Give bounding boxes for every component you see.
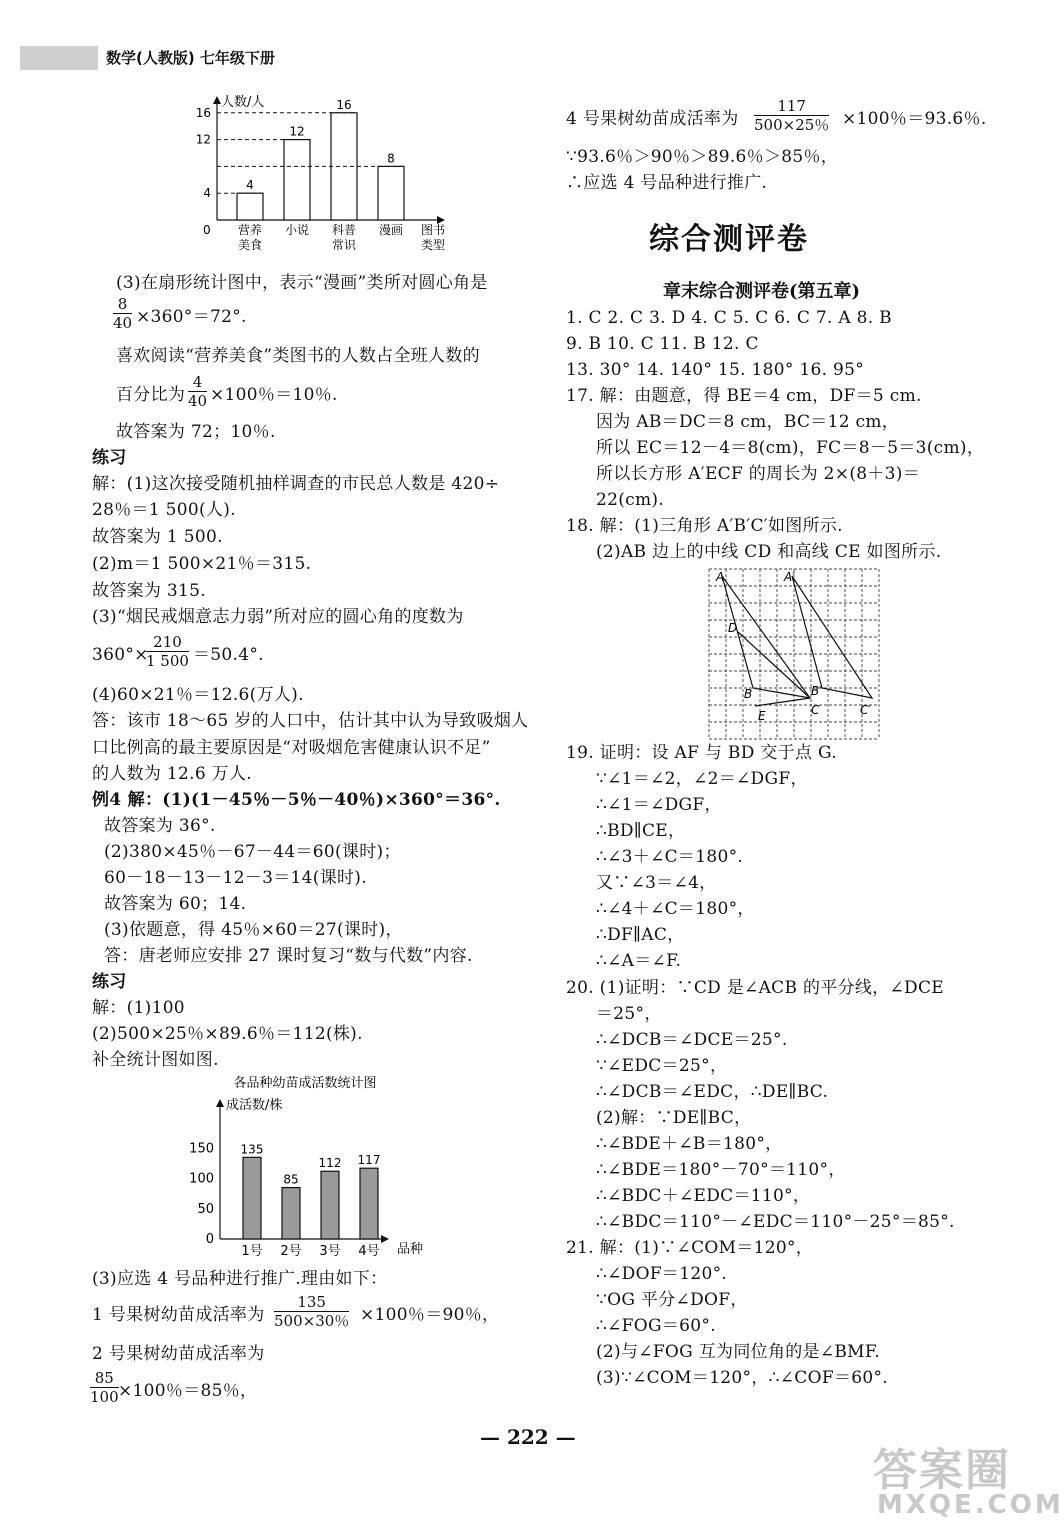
bar: [243, 1157, 261, 1239]
y-tick-label: 150: [189, 1141, 214, 1157]
bar-value-label: 12: [289, 124, 305, 139]
y-tick-label: 100: [189, 1171, 214, 1187]
bar-value-label: 4: [246, 178, 254, 193]
text-line: ∴BD∥CE，: [596, 821, 686, 841]
y-axis-arrow: [213, 96, 221, 104]
fraction: $\frac{85}{100}$: [90, 1369, 119, 1406]
point-label: A′: [784, 570, 795, 584]
fraction: $\frac{8}{40}$: [113, 295, 133, 332]
text-line: 口比例高的最主要原因是“对吸烟危害健康认识不足”: [92, 738, 491, 758]
answer-line: 13. 30° 14. 140° 15. 180° 16. 95°: [566, 360, 865, 380]
x-axis-label: 图书: [421, 223, 446, 237]
y-axis-arrow: [216, 1099, 224, 1107]
chart-title: 各品种幼苗成活数统计图: [233, 1076, 377, 1091]
text-line: (3)∵∠COM＝120°，∴∠COF＝60°.: [596, 1368, 888, 1388]
point-label: B: [744, 687, 753, 701]
point-label: C: [811, 703, 820, 717]
text-line: (3)应选 4 号品种进行推广.理由如下：: [92, 1269, 388, 1289]
chart-reading-types: [195, 90, 455, 268]
grid-triangle-figure: [708, 568, 880, 740]
answer-line: 9. B 10. C 11. B 12. C: [566, 334, 759, 354]
y-tick-label: 16: [195, 105, 211, 120]
section-subtitle: 章末综合测评卷(第五章): [663, 281, 861, 302]
text-line: 22(cm).: [596, 490, 665, 510]
category-label: 1号: [241, 1244, 263, 1259]
text-line: 故答案为 315.: [92, 581, 206, 601]
text-line: 解：(1)100: [92, 998, 185, 1018]
text-line: ∴应选 4 号品种进行推广.: [566, 173, 768, 193]
category-label: 3号: [319, 1244, 341, 1259]
text-line: (2)m＝1 500×21％＝315.: [92, 554, 312, 574]
text-line: ∴∠4＋∠C＝180°，: [596, 899, 755, 919]
category-label: 科普: [331, 223, 357, 237]
text-line: (2)AB 边上的中线 CD 和高线 CE 如图所示.: [596, 542, 942, 562]
text-line: ×360°＝72°.: [136, 307, 247, 327]
section-heading: 练习: [92, 972, 127, 992]
text-line: 所以 EC＝12－4＝8(cm)，FC＝8－5＝3(cm)，: [596, 438, 985, 458]
text-line: 故答案为 60；14.: [104, 894, 247, 914]
text-line: (3)依题意，得 45％×60＝27(课时)，: [104, 920, 403, 940]
y-axis-label: 人数/人: [221, 95, 265, 110]
text-line: ×100％＝85％，: [118, 1381, 258, 1401]
text-line: ＝25°，: [596, 1004, 662, 1024]
bar: [284, 140, 310, 220]
bar-value-label: 85: [283, 1172, 299, 1187]
category-label: 常识: [331, 238, 357, 252]
text-line: ×100％＝93.6％.: [842, 109, 987, 129]
x-axis-label: 品种: [397, 1242, 424, 1257]
text-line: 18. 解：(1)三角形 A′B′C′如图所示.: [566, 516, 843, 536]
text-line: ∴∠1＝∠DGF，: [596, 795, 722, 815]
text-line: 因为 AB＝DC＝8 cm，BC＝12 cm，: [596, 412, 900, 432]
text-line: 又∵∠3＝∠4，: [596, 873, 717, 893]
category-label: 小说: [284, 223, 310, 237]
watermark-url: MXQE.COM: [877, 1490, 1064, 1520]
y-axis-label: 成活数/株: [226, 1098, 283, 1113]
text-line: 60－18－13－12－3＝14(课时).: [104, 868, 367, 888]
text-line: ×100％＝10％.: [210, 385, 338, 405]
text-line: 20. (1)证明：∵CD 是∠ACB 的平分线，∠DCE: [566, 978, 944, 998]
category-label: 漫画: [378, 223, 404, 237]
text-line: ∴∠FOG＝60°.: [596, 1316, 716, 1336]
text-line: ∵OG 平分∠DOF，: [596, 1290, 748, 1310]
text-line: ∴∠BDC＝110°－∠EDC＝110°－25°＝85°.: [596, 1212, 955, 1232]
text-line: 4 号果树幼苗成活率为: [566, 109, 739, 129]
text-line: ∴∠3＋∠C＝180°.: [596, 847, 744, 867]
text-line: 2 号果树幼苗成活率为: [92, 1344, 265, 1364]
text-line: ∵∠EDC＝25°，: [596, 1056, 728, 1076]
category-label: 2号: [280, 1244, 302, 1259]
text-line: 19. 证明：设 AF 与 BD 交于点 G.: [566, 743, 837, 763]
bar-value-label: 16: [336, 97, 352, 112]
text-line: 补全统计图如图.: [92, 1050, 219, 1070]
header-decor-bar: [20, 46, 98, 70]
fraction: $\frac{117}{500\times 25\%}$: [754, 97, 830, 134]
text-line: ∴∠DOF＝120°.: [596, 1264, 728, 1284]
y-tick-label: 0: [205, 1232, 214, 1247]
fraction: $\frac{4}{40}$: [188, 373, 208, 410]
text-line: 故答案为 72；10％.: [116, 422, 276, 442]
bar-value-label: 117: [357, 1153, 381, 1168]
text-line: ∴∠DCB＝∠EDC，∴DE∥BC.: [596, 1082, 829, 1102]
point-label: A: [716, 570, 725, 584]
text-line: 21. 解：(1)∵∠COM＝120°，: [566, 1238, 814, 1258]
text-line: (2)解：∵DE∥BC，: [596, 1108, 752, 1128]
text-line: ∴∠BDE＝180°－70°＝110°，: [596, 1160, 846, 1180]
text-line: 17. 解：由题意，得 BE＝4 cm，DF＝5 cm.: [566, 386, 922, 406]
text-line: ∴DF∥AC，: [596, 925, 685, 945]
bar-value-label: 112: [318, 1156, 342, 1171]
text-line: 百分比为: [116, 385, 186, 405]
text-line: 答：唐老师应安排 27 课时复习“数与代数”内容.: [104, 946, 473, 966]
text-line: ∴∠DCB＝∠DCE＝25°.: [596, 1030, 788, 1050]
watermark-logo: 答案圈: [873, 1445, 1011, 1496]
bar: [282, 1188, 300, 1239]
text-line: 解：(1)这次接受随机抽样调查的市民总人数是 420÷: [92, 474, 500, 494]
chart-seedling-survival: [189, 1073, 455, 1263]
text-line: (2)与∠FOG 互为同位角的是∠BMF.: [596, 1342, 881, 1362]
text-line: ∴∠BDC＋∠EDC＝110°，: [596, 1186, 811, 1206]
section-heading: 练习: [92, 448, 127, 468]
point-label: B′: [811, 684, 822, 698]
y-tick-label: 12: [195, 132, 211, 147]
text-line: (2)380×45％－67－44＝60(课时)；: [104, 842, 401, 862]
page-number: — 222 —: [480, 1425, 576, 1449]
x-axis-label: 类型: [421, 238, 446, 252]
text-line: (4)60×21％＝12.6(万人).: [92, 685, 304, 705]
text-line: 的人数为 12.6 万人.: [92, 764, 252, 784]
point-label: C′: [860, 703, 872, 717]
y-tick-label: 4: [203, 186, 211, 201]
text-line: 360°×: [92, 645, 149, 665]
text-line: 答：该市 18～65 岁的人口中，估计其中认为导致吸烟人: [92, 711, 529, 731]
example-heading: 例4 解：(1)(1－45％－5％－40％)×360°＝36°.: [92, 790, 501, 810]
section-title: 综合测评卷: [649, 222, 809, 257]
category-label: 4号: [358, 1244, 380, 1259]
text-line: ∵93.6％＞90％＞89.6％＞85％，: [566, 147, 839, 167]
text-line: ∴∠BDE＋∠B＝180°，: [596, 1134, 783, 1154]
text-line: ∵∠1＝∠2，∠2＝∠DGF，: [596, 769, 808, 789]
text-line: 故答案为 1 500.: [92, 527, 223, 547]
fraction: $\frac{210}{1 500}$: [146, 633, 189, 670]
category-label: 营养: [237, 223, 263, 237]
answer-line: 1. C 2. C 3. D 4. C 5. C 6. C 7. A 8. B: [566, 308, 892, 328]
bar: [237, 193, 263, 220]
text-line: ×100％＝90％，: [360, 1305, 500, 1325]
text-line: 1 号果树幼苗成活率为: [92, 1305, 265, 1325]
category-label: 美食: [237, 238, 263, 252]
bar: [360, 1168, 378, 1239]
point-label: D: [728, 621, 738, 635]
text-line: ＝50.4°.: [193, 645, 264, 665]
origin-label: 0: [203, 223, 211, 237]
text-line: 28％＝1 500(人).: [92, 500, 236, 520]
bar: [321, 1171, 339, 1239]
text-line: (3)在扇形统计图中，表示“漫画”类所对圆心角是: [116, 273, 488, 293]
bar-value-label: 8: [387, 151, 395, 166]
text-line: 所以长方形 A′ECF 的周长为 2×(8＋3)＝: [596, 464, 921, 484]
text-line: (2)500×25％×89.6％＝112(株).: [92, 1024, 363, 1044]
bar-value-label: 135: [240, 1142, 264, 1157]
text-line: 故答案为 36°.: [104, 816, 216, 836]
text-line: ∴∠A＝∠F.: [596, 951, 682, 971]
point-label: E: [758, 709, 766, 723]
bar: [378, 166, 404, 220]
running-header: 数学(人教版) 七年级下册: [106, 49, 275, 67]
fraction: $\frac{135}{500\times 30\%}$: [274, 1293, 350, 1330]
text-line: (3)“烟民戒烟意志力弱”所对应的圆心角的度数为: [92, 607, 464, 627]
text-line: 喜欢阅读“营养美食”类图书的人数占全班人数的: [116, 346, 480, 366]
x-axis-arrow: [381, 1235, 389, 1243]
y-tick-label: 50: [197, 1201, 214, 1217]
